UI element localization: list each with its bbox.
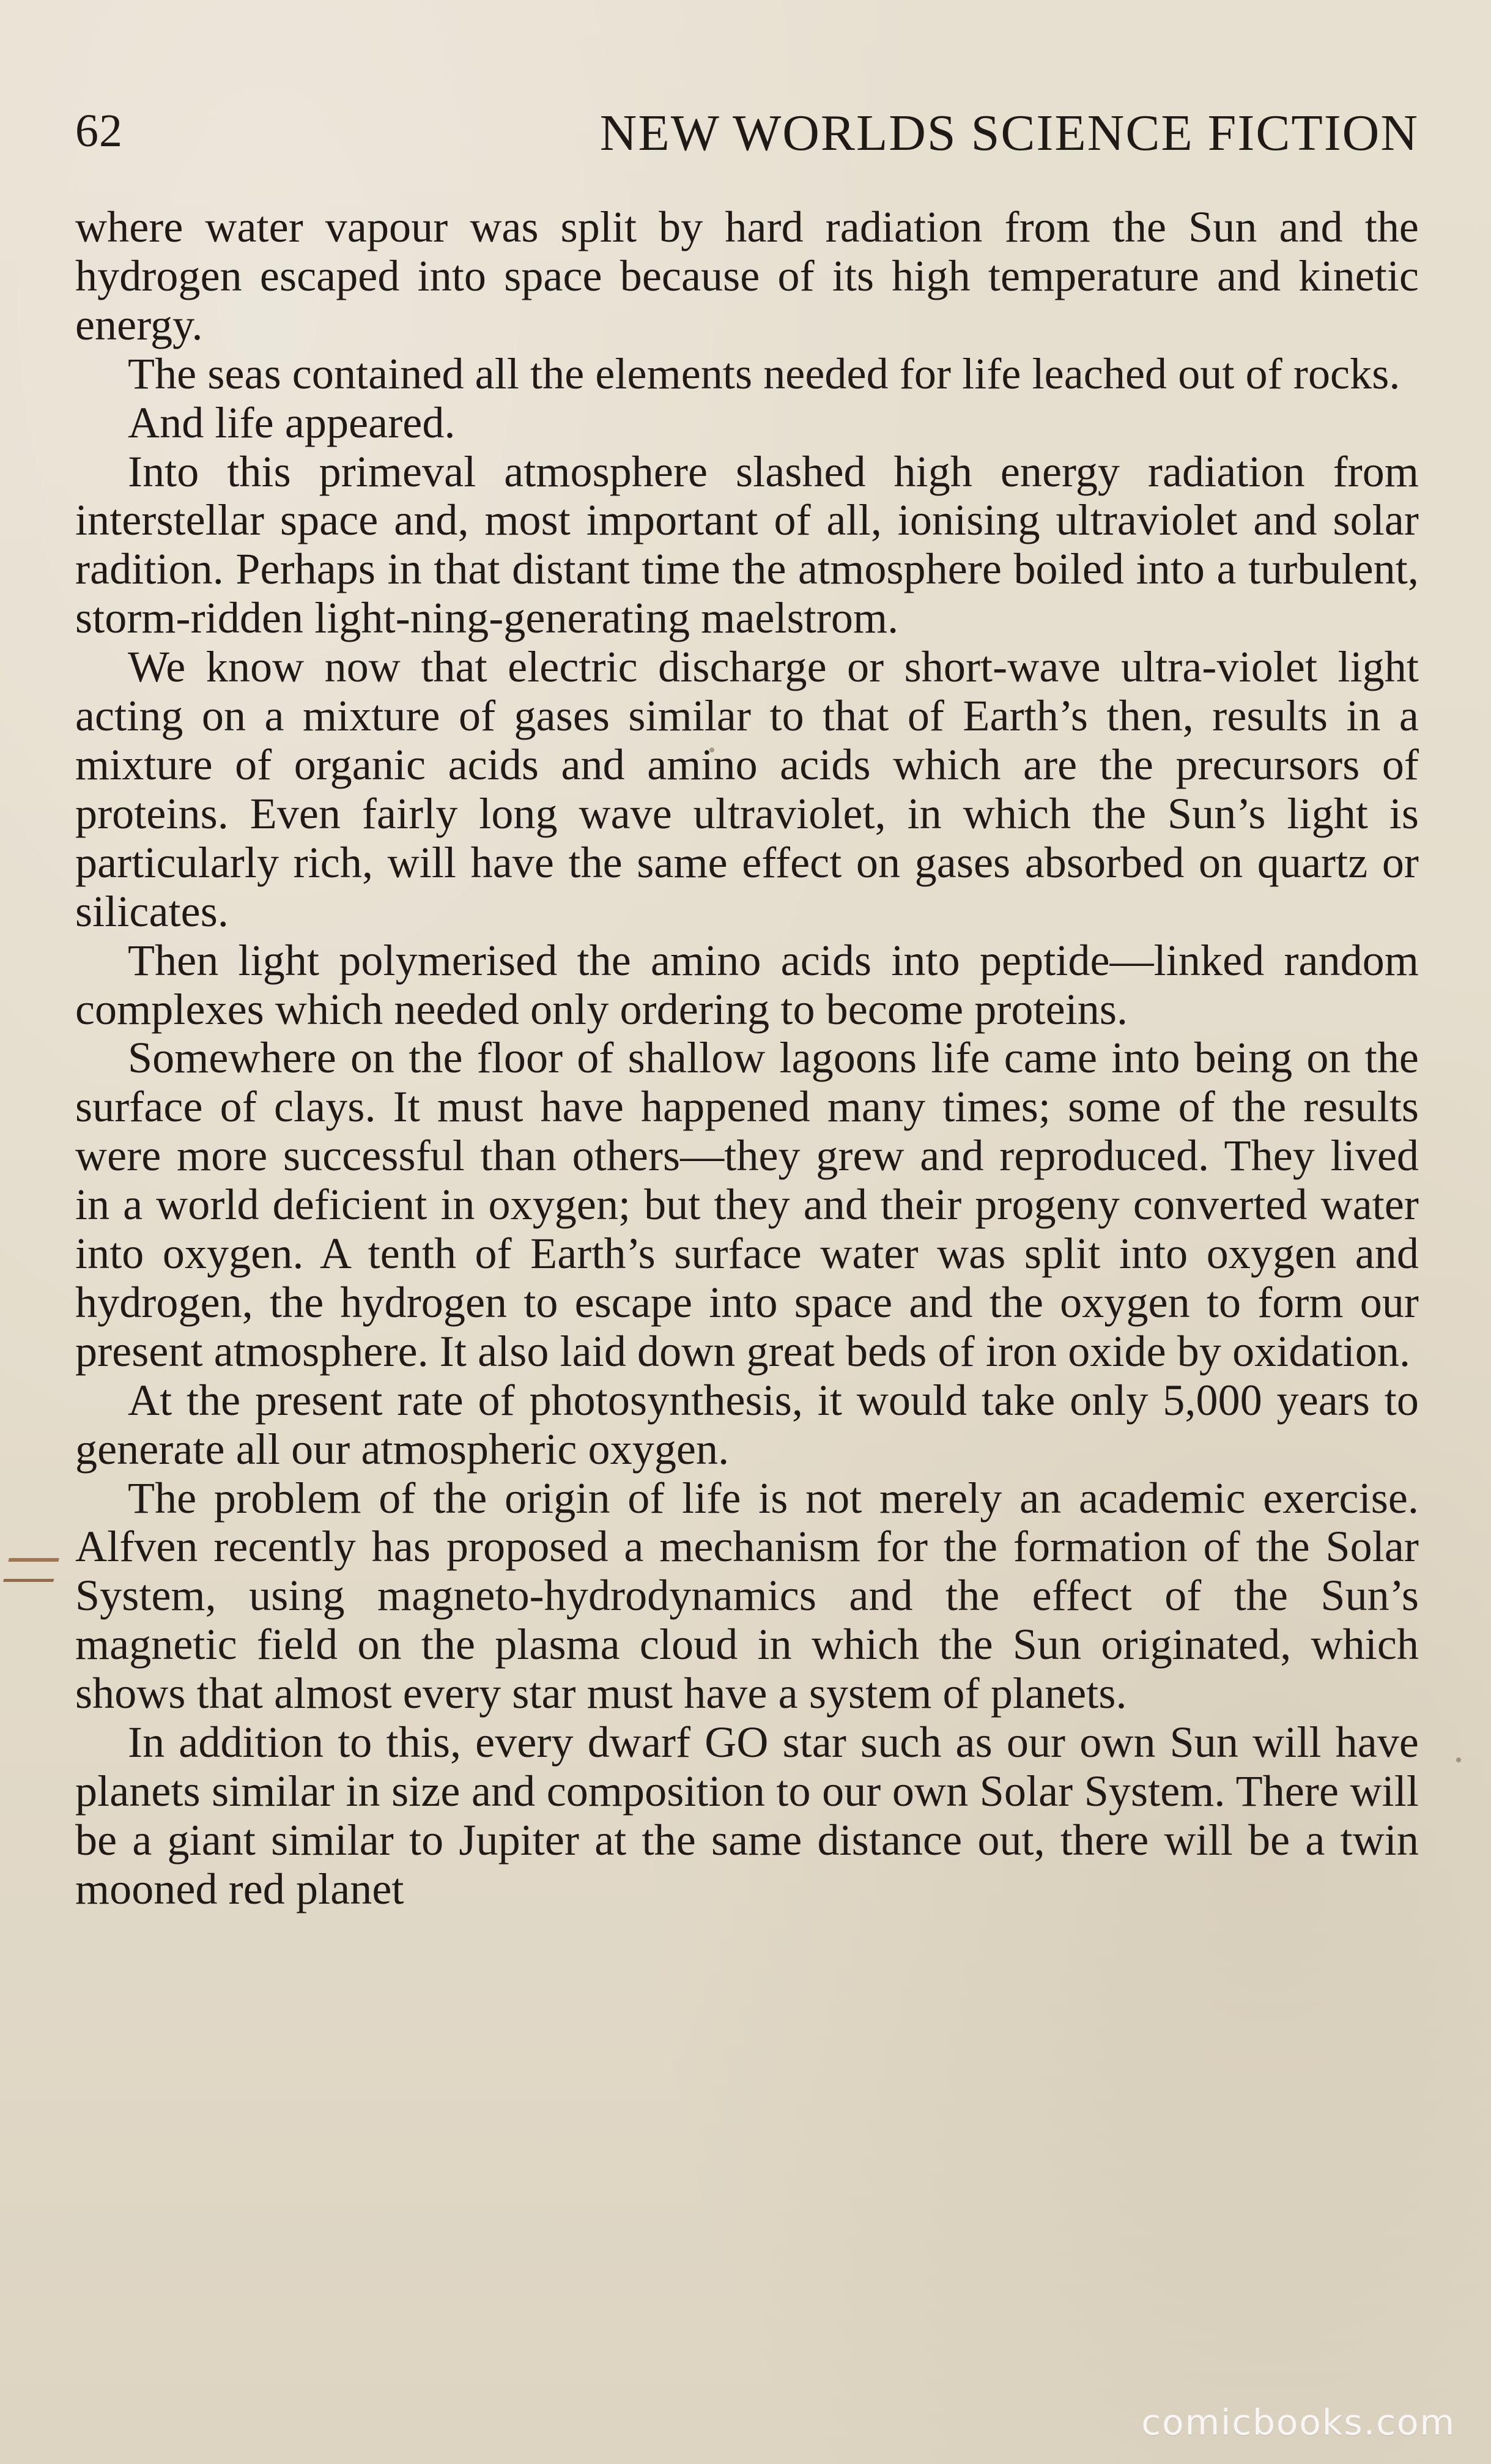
page-number: 62 [75,105,123,157]
article-text [75,203,1419,2329]
paragraph: In addition to this, every dwarf GO star such as our own Sun will have planets similar in size and composition to our own Solar System. There will be a giant similar to Jupiter at the same distance out, there will be a twin mooned red planet [75,1718,1419,1913]
paragraph: And life appeared. [128,398,456,447]
watermark-text: comicbooks.com [1141,2402,1456,2443]
paragraph: where water vapour was split by hard radiation from the Sun and the hydrogen escaped into space because of its high temperature and kinetic energy. [75,203,1419,349]
paragraph: Somewhere on the floor of shallow lagoons life came into being on the surface of clays. It must have happened many times; some of the results were more successful than others—they grew and reproduced. They lived in a world deficient in oxygen; but they and their progeny converted water into oxygen. A tenth of Earth’s surface water was split into oxygen and hydrogen, the hydrogen to escape into space and the oxygen to form our present atmosphere. It also laid down great beds of iron oxide by oxidation. [75,1033,1419,1376]
paper-speck [1456,1757,1461,1762]
paragraph: At the present rate of photosynthesis, it would take only 5,000 years to generate all our atmospheric oxygen. [75,1375,1419,1474]
paragraph: The seas contained all the elements needed for life leached out of rocks. [128,349,1400,398]
paragraph: Into this primeval atmosphere slashed high energy radiation from interstellar space and, most important of all, ionising ultraviolet and solar radition. Perhaps in that distant time the atmosphere boiled into a turbulent, storm-ridden light-ning-generating maelstrom. [75,447,1419,643]
paragraph: The problem of the origin of life is not merely an academic exercise. Alfven recently has proposed a mechanism for the formation of the Solar System, using magneto-hydrodynamics and the effect of the Sun’s magnetic field on the plasma cloud in which the Sun originated, which shows that almost every star must have a system of planets. [75,1473,1419,1718]
paragraph: Then light polymerised the amino acids into peptide—linked random complexes which needed only ordering to become proteins. [75,935,1419,1034]
page-header [75,105,1419,181]
paragraph: We know now that electric discharge or short-wave ultra-violet light acting on a mixture of gases similar to that of Earth’s then, results in a mixture of organic acids and amino acids which are the precursors of proteins. Even fairly long wave ultraviolet, in which the Sun’s light is particularly rich, will have the same effect on gases absorbed on quartz or silicates. [75,642,1419,936]
margin-mark [3,1558,59,1582]
running-head: NEW WORLDS SCIENCE FICTION [599,105,1419,161]
